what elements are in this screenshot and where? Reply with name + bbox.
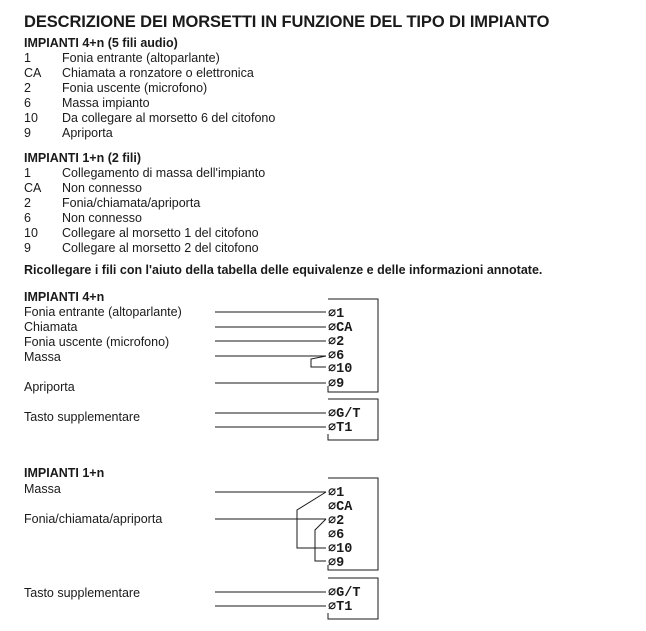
diagram1-label-apriporta: Apriporta (24, 380, 75, 394)
terminal-ca: ⌀CA (328, 321, 353, 336)
terminal-t1: ⌀T1 (328, 600, 353, 615)
terminal-6: ⌀6 (328, 528, 345, 543)
terminal-10: ⌀10 (328, 362, 353, 377)
note-text: Ricollegare i fili con l'aiuto della tabella delle equivalenze e delle informazioni annotate. (24, 263, 543, 277)
diagram1-label-tasto: Tasto supplementare (24, 410, 141, 424)
terminal-desc: Collegamento di massa dell'impianto (62, 166, 266, 180)
terminal-code: 10 (24, 226, 38, 240)
diagram1-label-fonia-entrante: Fonia entrante (altoparlante) (24, 305, 182, 319)
terminal-9: ⌀9 (328, 377, 345, 392)
terminal-gt: ⌀G/T (328, 586, 361, 601)
terminal-desc: Non connesso (62, 211, 142, 225)
terminal-code: 10 (24, 111, 38, 125)
diagram2-label-tasto: Tasto supplementare (24, 586, 141, 600)
diagram2-label-fonia: Fonia/chiamata/apriporta (24, 512, 163, 526)
terminal-desc: Chiamata a ronzatore o elettronica (62, 66, 254, 80)
terminal-code: CA (24, 181, 42, 195)
terminal-code: 2 (24, 196, 31, 210)
terminal-2: ⌀2 (328, 514, 345, 529)
terminal-code: 9 (24, 126, 31, 140)
terminal-desc: Fonia entrante (altoparlante) (62, 51, 220, 65)
terminal-code: 1 (24, 51, 31, 65)
diagram2-heading: IMPIANTI 1+n (24, 466, 105, 480)
terminal-desc: Apriporta (62, 126, 113, 140)
terminal-2: ⌀2 (328, 335, 345, 350)
terminal-desc: Collegare al morsetto 1 del citofono (62, 226, 259, 240)
diagram1-label-massa: Massa (24, 350, 61, 364)
section-heading-1n: IMPIANTI 1+n (2 fili) (24, 151, 142, 165)
terminal-desc: Massa impianto (62, 96, 150, 110)
diagram1-heading: IMPIANTI 4+n (24, 290, 105, 304)
terminal-10: ⌀10 (328, 542, 353, 557)
diagram1-label-fonia-uscente: Fonia uscente (microfono) (24, 335, 170, 349)
diagram1-jumper-6-10 (311, 356, 326, 367)
terminal-code: 6 (24, 96, 31, 110)
terminal-code: 9 (24, 241, 31, 255)
terminal-code: 6 (24, 211, 31, 225)
diagram2-jumper-2-9 (315, 519, 326, 561)
terminal-1: ⌀1 (328, 486, 345, 501)
terminal-gt: ⌀G/T (328, 407, 361, 422)
diagram1-label-chiamata: Chiamata (24, 320, 78, 334)
terminal-code: 1 (24, 166, 31, 180)
terminal-desc: Da collegare al morsetto 6 del citofono (62, 111, 276, 125)
terminal-code: 2 (24, 81, 31, 95)
terminal-ca: ⌀CA (328, 500, 353, 515)
terminal-code: CA (24, 66, 42, 80)
terminal-desc: Collegare al morsetto 2 del citofono (62, 241, 259, 255)
terminal-desc: Fonia uscente (microfono) (62, 81, 208, 95)
terminal-t1: ⌀T1 (328, 421, 353, 436)
terminal-9: ⌀9 (328, 556, 345, 571)
terminal-desc: Fonia/chiamata/apriporta (62, 196, 201, 210)
terminal-desc: Non connesso (62, 181, 142, 195)
section-heading-4n: IMPIANTI 4+n (5 fili audio) (24, 36, 178, 50)
terminal-6: ⌀6 (328, 349, 345, 364)
diagram2-jumper-1-10 (297, 492, 326, 548)
page-title: DESCRIZIONE DEI MORSETTI IN FUNZIONE DEL TIPO DI IMPIANTO (24, 13, 550, 31)
diagram2-label-massa: Massa (24, 482, 61, 496)
terminal-1: ⌀1 (328, 307, 345, 322)
